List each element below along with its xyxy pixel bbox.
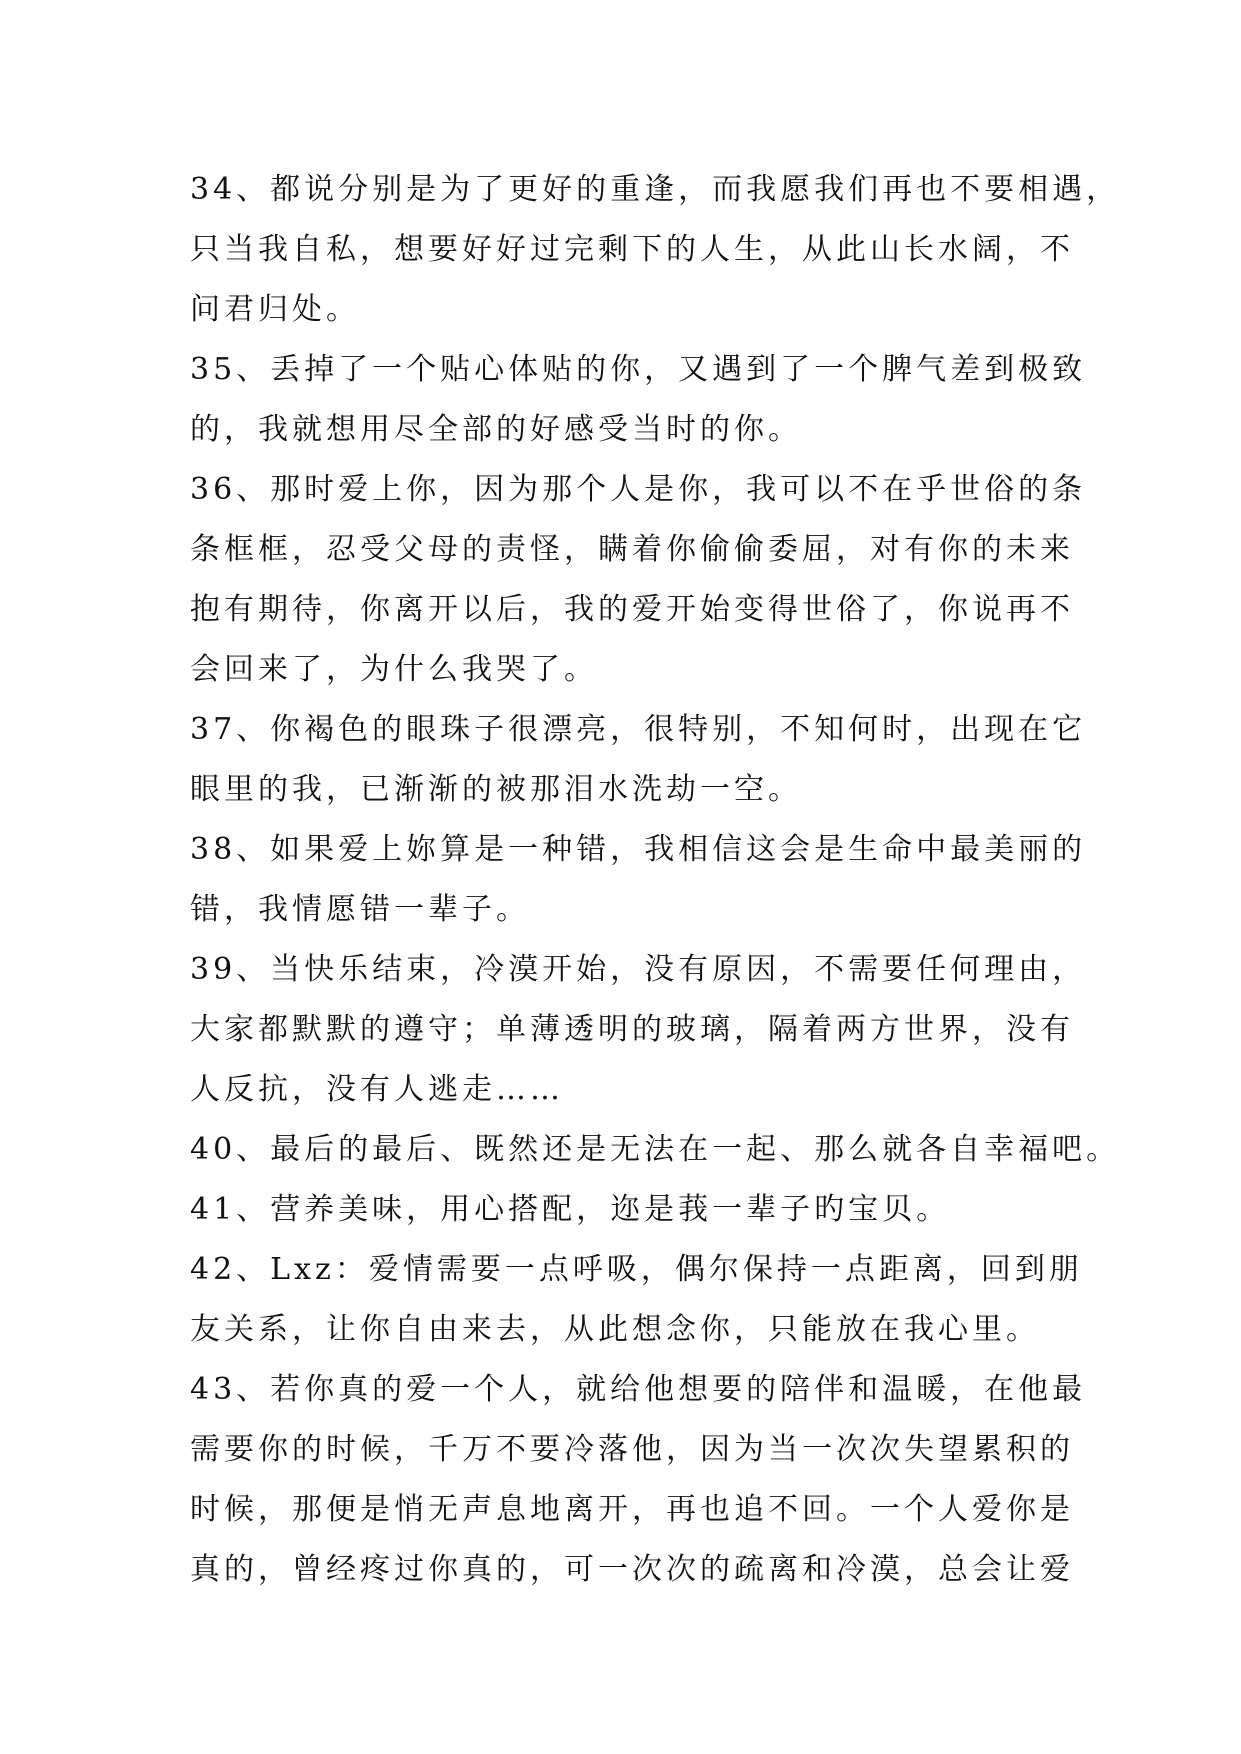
text-line: 抱有期待，你离开以后，我的爱开始变得世俗了，你说再不 [190, 592, 1074, 627]
text-line: 39、当快乐结束，冷漠开始，没有原因，不需要任何理由， [190, 952, 1087, 987]
text-line: 大家都默默的遵守；单薄透明的玻璃，隔着两方世界，没有 [190, 1012, 1074, 1047]
text-line: 34、都说分别是为了更好的重逢，而我愿我们再也不要相遇， [190, 172, 1121, 207]
text-line: 37、你褐色的眼珠子很漂亮，很特别，不知何时，出现在它 [190, 712, 1087, 747]
text-line: 36、那时爱上你，因为那个人是你，我可以不在乎世俗的条 [190, 472, 1087, 507]
text-line: 43、若你真的爱一个人，就给他想要的陪伴和温暖，在他最 [190, 1372, 1087, 1407]
text-line: 35、丢掉了一个贴心体贴的你，又遇到了一个脾气差到极致 [190, 352, 1087, 387]
text-line: 错，我情愿错一辈子。 [190, 892, 530, 927]
text-line: 只当我自私，想要好好过完剩下的人生，从此山长水阔，不 [190, 232, 1074, 267]
text-line: 41、营养美味，用心搭配，迩是莪一辈子旳宝贝。 [190, 1192, 951, 1227]
text-line: 条框框，忍受父母的责怪，瞒着你偷偷委屈，对有你的未来 [190, 532, 1074, 567]
text-line: 40、最后的最后、既然还是无法在一起、那么就各自幸福吧。 [190, 1132, 1121, 1167]
text-line: 38、如果爱上妳算是一种错，我相信这会是生命中最美丽的 [190, 832, 1087, 867]
text-line: 会回来了，为什么我哭了。 [190, 652, 598, 687]
text-line: 眼里的我，已渐渐的被那泪水洗劫一空。 [190, 772, 802, 807]
text-line: 真的，曾经疼过你真的，可一次次的疏离和冷漠，总会让爱 [190, 1552, 1074, 1587]
text-line: 问君归处。 [190, 292, 360, 327]
text-line: 友关系，让你自由来去，从此想念你，只能放在我心里。 [190, 1312, 1040, 1347]
text-line: 42、Lxz：爱情需要一点呼吸，偶尔保持一点距离，回到朋 [190, 1252, 1083, 1287]
text-line: 需要你的时候，千万不要冷落他，因为当一次次失望累积的 [190, 1432, 1074, 1467]
document-body [190, 160, 1121, 1600]
text-line: 时候，那便是悄无声息地离开，再也追不回。一个人爱你是 [190, 1492, 1074, 1527]
text-line: 的，我就想用尽全部的好感受当时的你。 [190, 412, 802, 447]
text-line: 人反抗，没有人逃走…… [190, 1072, 564, 1107]
